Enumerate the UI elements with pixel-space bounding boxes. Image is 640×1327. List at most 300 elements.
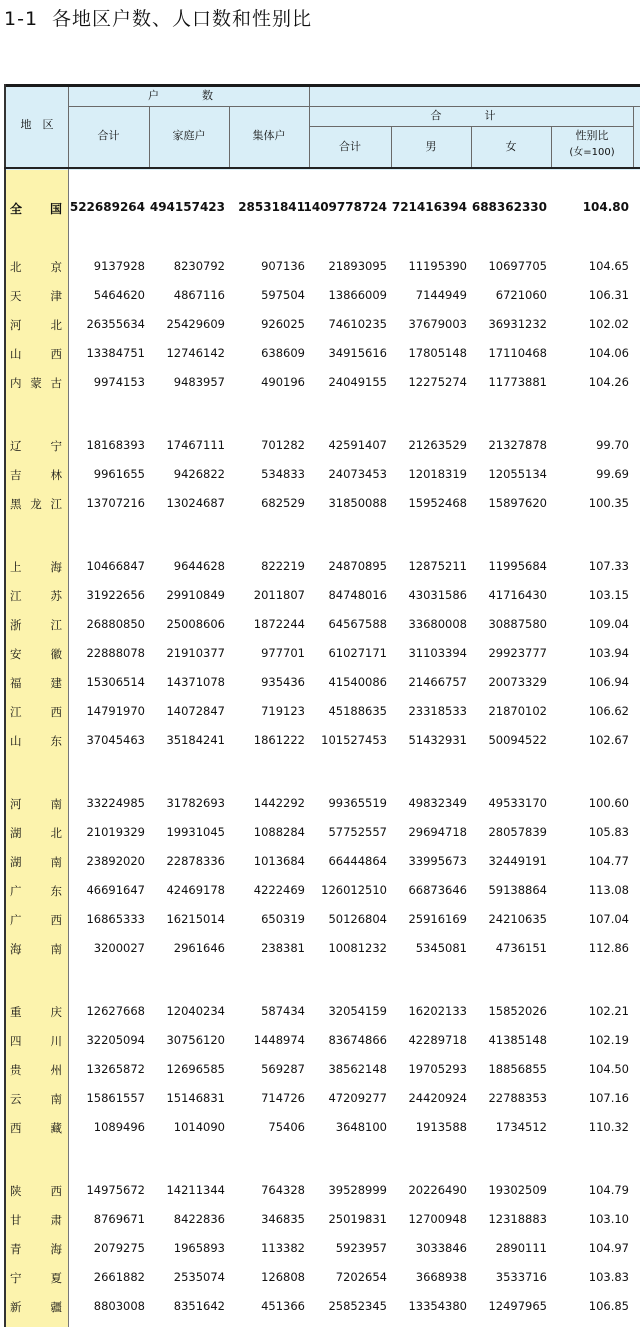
cell-sex-ratio: 99.70 — [596, 438, 629, 452]
cell-hh-collective: 1448974 — [253, 1033, 305, 1047]
cell-pop-total: 64567588 — [328, 617, 387, 631]
cell-hh-collective: 113382 — [261, 1241, 305, 1255]
cell-hh-family: 14211344 — [166, 1183, 225, 1197]
cell-female: 15897620 — [488, 496, 547, 510]
cell-sex-ratio: 100.35 — [588, 496, 629, 510]
region-name: 全 国 — [10, 202, 62, 216]
cell-sex-ratio: 104.50 — [588, 1062, 629, 1076]
cell-sex-ratio: 106.94 — [588, 675, 629, 689]
region-name: 辽 宁 — [10, 439, 62, 453]
cell-male: 23318533 — [408, 704, 467, 718]
cell-female: 12497965 — [488, 1299, 547, 1313]
cell-female: 11773881 — [488, 375, 547, 389]
table-row — [4, 1086, 640, 1111]
cell-hh-family: 9644628 — [173, 559, 225, 573]
cell-male: 12700948 — [408, 1212, 467, 1226]
region-name: 甘 肃 — [10, 1213, 62, 1227]
region-name: 黑龙江 — [10, 497, 62, 511]
cell-male: 17805148 — [408, 346, 467, 360]
region-name: 四 川 — [10, 1034, 62, 1048]
cell-pop-total: 24073453 — [328, 467, 387, 481]
cell-pop-total: 74610235 — [328, 317, 387, 331]
cell-sex-ratio: 104.80 — [582, 200, 629, 214]
cell-pop-total: 34915616 — [328, 346, 387, 360]
cell-hh-family: 16215014 — [166, 912, 225, 926]
cell-female: 32449191 — [488, 854, 547, 868]
cell-sex-ratio: 107.33 — [588, 559, 629, 573]
cell-hh-family: 14371078 — [166, 675, 225, 689]
cell-pop-total: 7202654 — [335, 1270, 387, 1284]
table-row — [4, 936, 640, 961]
cell-sex-ratio: 107.04 — [588, 912, 629, 926]
cell-pop-total: 41540086 — [328, 675, 387, 689]
cell-pop-total: 31850088 — [328, 496, 387, 510]
cell-pop-total: 38562148 — [328, 1062, 387, 1076]
table-row — [4, 878, 640, 903]
cell-hh-total: 33224985 — [86, 796, 145, 810]
cell-hh-family: 9483957 — [173, 375, 225, 389]
cell-pop-total: 83674866 — [328, 1033, 387, 1047]
cell-female: 20073329 — [488, 675, 547, 689]
cell-hh-total: 8769671 — [93, 1212, 145, 1226]
cell-female: 2890111 — [495, 1241, 547, 1255]
cell-sex-ratio: 112.86 — [588, 941, 629, 955]
cell-hh-family: 2961646 — [173, 941, 225, 955]
cell-pop-total: 3648100 — [335, 1120, 387, 1134]
cell-hh-family: 35184241 — [166, 733, 225, 747]
cell-hh-family: 25429609 — [166, 317, 225, 331]
cell-hh-collective: 534833 — [261, 467, 305, 481]
cell-hh-collective: 764328 — [261, 1183, 305, 1197]
cell-hh-family: 15146831 — [166, 1091, 225, 1105]
table-row — [4, 462, 640, 487]
region-name: 青 海 — [10, 1242, 62, 1256]
cell-hh-total: 13384751 — [86, 346, 145, 360]
cell-hh-total: 23892020 — [86, 854, 145, 868]
table-row — [4, 1057, 640, 1082]
cell-hh-total: 10466847 — [86, 559, 145, 573]
region-name: 安 徽 — [10, 647, 62, 661]
cell-pop-total: 32054159 — [328, 1004, 387, 1018]
cell-male: 43031586 — [408, 588, 467, 602]
cell-male: 33680008 — [408, 617, 467, 631]
cell-female: 41385148 — [488, 1033, 547, 1047]
cell-pop-total: 101527453 — [321, 733, 387, 747]
cell-hh-collective: 1013684 — [253, 854, 305, 868]
table-row — [4, 195, 640, 220]
table-row — [4, 491, 640, 516]
cell-male: 24420924 — [408, 1091, 467, 1105]
cell-hh-collective: 1872244 — [253, 617, 305, 631]
cell-hh-family: 4867116 — [173, 288, 225, 302]
cell-sex-ratio: 103.94 — [588, 646, 629, 660]
table-number: 1-1 — [4, 8, 39, 30]
cell-male: 7144949 — [415, 288, 467, 302]
cell-pop-total: 126012510 — [321, 883, 387, 897]
cell-hh-family: 21910377 — [166, 646, 225, 660]
cell-sex-ratio: 102.67 — [588, 733, 629, 747]
cell-sex-ratio: 106.62 — [588, 704, 629, 718]
cell-hh-family: 8422836 — [173, 1212, 225, 1226]
cell-hh-family: 8351642 — [173, 1299, 225, 1313]
table-row — [4, 283, 640, 308]
cell-male: 11195390 — [408, 259, 467, 273]
cell-male: 20226490 — [408, 1183, 467, 1197]
region-name: 广 东 — [10, 884, 62, 898]
header-hh-collective: 集体户 — [252, 129, 286, 142]
cell-pop-total: 66444864 — [328, 854, 387, 868]
cell-pop-total: 1409778724 — [303, 200, 387, 214]
cell-sex-ratio: 104.97 — [588, 1241, 629, 1255]
table-row — [4, 433, 640, 458]
cell-hh-collective: 714726 — [261, 1091, 305, 1105]
cell-hh-collective: 1088284 — [253, 825, 305, 839]
region-name: 新 疆 — [10, 1300, 62, 1314]
cell-male: 3033846 — [415, 1241, 467, 1255]
cell-hh-family: 19931045 — [166, 825, 225, 839]
cell-sex-ratio: 113.08 — [588, 883, 629, 897]
cell-hh-collective: 4222469 — [253, 883, 305, 897]
header-male: 男 — [425, 140, 437, 153]
cell-hh-family: 12040234 — [166, 1004, 225, 1018]
table-row — [4, 1178, 640, 1203]
cell-hh-collective: 926025 — [261, 317, 305, 331]
cell-hh-total: 21019329 — [86, 825, 145, 839]
cell-hh-total: 14975672 — [86, 1183, 145, 1197]
cell-male: 21466757 — [408, 675, 467, 689]
cell-sex-ratio: 102.02 — [588, 317, 629, 331]
cell-hh-family: 9426822 — [173, 467, 225, 481]
cell-male: 21263529 — [408, 438, 467, 452]
cell-hh-family: 14072847 — [166, 704, 225, 718]
cell-hh-family: 22878336 — [166, 854, 225, 868]
cell-sex-ratio: 104.65 — [588, 259, 629, 273]
cell-pop-total: 10081232 — [328, 941, 387, 955]
cell-hh-family: 29910849 — [166, 588, 225, 602]
cell-male: 5345081 — [415, 941, 467, 955]
cell-sex-ratio: 103.10 — [588, 1212, 629, 1226]
cell-hh-total: 15861557 — [86, 1091, 145, 1105]
cell-sex-ratio: 103.15 — [588, 588, 629, 602]
table-row — [4, 254, 640, 279]
cell-male: 12875211 — [408, 559, 467, 573]
cell-sex-ratio: 100.60 — [588, 796, 629, 810]
cell-hh-family: 1014090 — [173, 1120, 225, 1134]
cell-female: 36931232 — [488, 317, 547, 331]
region-name: 福 建 — [10, 676, 62, 690]
cell-hh-total: 9974153 — [93, 375, 145, 389]
header-sex-ratio: 性别比 — [575, 129, 609, 142]
table-row — [4, 1294, 640, 1319]
region-name: 内蒙古 — [10, 376, 62, 390]
cell-hh-total: 522689264 — [69, 200, 145, 214]
table-row — [4, 612, 640, 637]
cell-hh-collective: 822219 — [261, 559, 305, 573]
cell-pop-total: 25019831 — [328, 1212, 387, 1226]
cell-hh-collective: 587434 — [261, 1004, 305, 1018]
cell-female: 29923777 — [488, 646, 547, 660]
cell-pop-total: 45188635 — [328, 704, 387, 718]
cell-male: 42289718 — [408, 1033, 467, 1047]
cell-hh-family: 13024687 — [166, 496, 225, 510]
header-households-group: 户 数 — [148, 89, 229, 102]
cell-pop-total: 21893095 — [328, 259, 387, 273]
table-row — [4, 312, 640, 337]
cell-female: 688362330 — [471, 200, 547, 214]
region-name: 西 藏 — [10, 1121, 62, 1135]
cell-male: 31103394 — [408, 646, 467, 660]
cell-female: 12318883 — [488, 1212, 547, 1226]
table-row — [4, 849, 640, 874]
region-name: 山 西 — [10, 347, 62, 361]
cell-female: 4736151 — [495, 941, 547, 955]
region-name: 山 东 — [10, 734, 62, 748]
cell-female: 6721060 — [495, 288, 547, 302]
cell-sex-ratio: 106.31 — [588, 288, 629, 302]
cell-male: 13354380 — [408, 1299, 467, 1313]
cell-female: 28057839 — [488, 825, 547, 839]
cell-hh-total: 8803008 — [93, 1299, 145, 1313]
cell-hh-collective: 126808 — [261, 1270, 305, 1284]
cell-hh-total: 46691647 — [86, 883, 145, 897]
cell-hh-collective: 569287 — [261, 1062, 305, 1076]
cell-pop-total: 57752557 — [328, 825, 387, 839]
cell-sex-ratio: 102.19 — [588, 1033, 629, 1047]
cell-hh-total: 9961655 — [93, 467, 145, 481]
table-row — [4, 820, 640, 845]
table-row — [4, 1028, 640, 1053]
cell-hh-collective: 977701 — [261, 646, 305, 660]
cell-hh-collective: 719123 — [261, 704, 305, 718]
cell-hh-total: 15306514 — [86, 675, 145, 689]
cell-hh-family: 1965893 — [173, 1241, 225, 1255]
region-name: 吉 林 — [10, 468, 62, 482]
table-row — [4, 699, 640, 724]
cell-hh-total: 2079275 — [93, 1241, 145, 1255]
cell-sex-ratio: 110.32 — [588, 1120, 629, 1134]
header-hh-total: 合计 — [97, 129, 120, 142]
region-name: 浙 江 — [10, 618, 62, 632]
region-name: 海 南 — [10, 942, 62, 956]
cell-female: 24210635 — [488, 912, 547, 926]
cell-hh-collective: 2011807 — [253, 588, 305, 602]
table-row — [4, 1115, 640, 1140]
cell-hh-family: 12696585 — [166, 1062, 225, 1076]
cell-hh-total: 3200027 — [93, 941, 145, 955]
cell-hh-total: 12627668 — [86, 1004, 145, 1018]
table-row — [4, 554, 640, 579]
region-name: 湖 南 — [10, 855, 62, 869]
cell-female: 49533170 — [488, 796, 547, 810]
header-sex-ratio-note: (女=100) — [569, 147, 615, 158]
region-name: 河 南 — [10, 797, 62, 811]
cell-pop-total: 42591407 — [328, 438, 387, 452]
header-female: 女 — [505, 140, 517, 153]
cell-hh-collective: 238381 — [261, 941, 305, 955]
region-name: 上 海 — [10, 560, 62, 574]
cell-male: 33995673 — [408, 854, 467, 868]
table-title — [4, 4, 312, 31]
region-name: 北 京 — [10, 260, 62, 274]
cell-hh-collective: 638609 — [261, 346, 305, 360]
cell-hh-collective: 597504 — [261, 288, 305, 302]
region-name: 广 西 — [10, 913, 62, 927]
data-table — [4, 84, 640, 1327]
cell-hh-collective: 28531841 — [238, 200, 305, 214]
cell-male: 51432931 — [408, 733, 467, 747]
cell-pop-total: 13866009 — [328, 288, 387, 302]
region-name: 河 北 — [10, 318, 62, 332]
cell-sex-ratio: 104.79 — [588, 1183, 629, 1197]
cell-female: 17110468 — [488, 346, 547, 360]
cell-male: 16202133 — [408, 1004, 467, 1018]
cell-female: 22788353 — [488, 1091, 547, 1105]
cell-sex-ratio: 107.16 — [588, 1091, 629, 1105]
cell-sex-ratio: 106.85 — [588, 1299, 629, 1313]
cell-hh-collective: 650319 — [261, 912, 305, 926]
header-region: 地 区 — [20, 118, 54, 131]
cell-pop-total: 25852345 — [328, 1299, 387, 1313]
region-name: 重 庆 — [10, 1005, 62, 1019]
cell-hh-total: 13265872 — [86, 1062, 145, 1076]
header-population-group: 合 计 — [430, 109, 512, 122]
cell-pop-total: 84748016 — [328, 588, 387, 602]
cell-pop-total: 24049155 — [328, 375, 387, 389]
cell-male: 49832349 — [408, 796, 467, 810]
cell-hh-family: 30756120 — [166, 1033, 225, 1047]
cell-pop-total: 99365519 — [328, 796, 387, 810]
cell-hh-collective: 1861222 — [253, 733, 305, 747]
cell-sex-ratio: 104.77 — [588, 854, 629, 868]
cell-hh-family: 12746142 — [166, 346, 225, 360]
cell-hh-total: 22888078 — [86, 646, 145, 660]
header-hh-family: 家庭户 — [172, 129, 206, 142]
cell-hh-total: 16865333 — [86, 912, 145, 926]
cell-male: 15952468 — [408, 496, 467, 510]
cell-male: 19705293 — [408, 1062, 467, 1076]
cell-female: 15852026 — [488, 1004, 547, 1018]
cell-sex-ratio: 104.06 — [588, 346, 629, 360]
cell-female: 12055134 — [488, 467, 547, 481]
cell-hh-family: 31782693 — [166, 796, 225, 810]
cell-sex-ratio: 104.26 — [588, 375, 629, 389]
cell-hh-collective: 682529 — [261, 496, 305, 510]
cell-hh-family: 42469178 — [166, 883, 225, 897]
table-row — [4, 1207, 640, 1232]
cell-female: 1734512 — [495, 1120, 547, 1134]
cell-female: 50094522 — [488, 733, 547, 747]
cell-male: 3668938 — [415, 1270, 467, 1284]
table-row — [4, 370, 640, 395]
cell-hh-total: 31922656 — [86, 588, 145, 602]
cell-male: 66873646 — [408, 883, 467, 897]
cell-hh-collective: 701282 — [261, 438, 305, 452]
cell-hh-total: 37045463 — [86, 733, 145, 747]
cell-hh-total: 32205094 — [86, 1033, 145, 1047]
cell-male: 25916169 — [408, 912, 467, 926]
cell-pop-total: 39528999 — [328, 1183, 387, 1197]
region-name: 湖 北 — [10, 826, 62, 840]
cell-hh-total: 14791970 — [86, 704, 145, 718]
cell-hh-family: 494157423 — [149, 200, 225, 214]
table-caption: 各地区户数、人口数和性别比 — [52, 8, 313, 30]
cell-female: 21327878 — [488, 438, 547, 452]
cell-female: 30887580 — [488, 617, 547, 631]
table-row — [4, 1265, 640, 1290]
cell-female: 59138864 — [488, 883, 547, 897]
cell-hh-total: 5464620 — [93, 288, 145, 302]
region-name: 江 苏 — [10, 589, 62, 603]
cell-hh-collective: 935436 — [261, 675, 305, 689]
region-name: 江 西 — [10, 705, 62, 719]
region-name: 贵 州 — [10, 1063, 62, 1077]
table-row — [4, 999, 640, 1024]
cell-sex-ratio: 103.83 — [588, 1270, 629, 1284]
cell-hh-total: 26880850 — [86, 617, 145, 631]
table-row — [4, 791, 640, 816]
cell-hh-family: 25008606 — [166, 617, 225, 631]
cell-female: 10697705 — [488, 259, 547, 273]
cell-female: 19302509 — [488, 1183, 547, 1197]
cell-hh-total: 1089496 — [93, 1120, 145, 1134]
cell-male: 12275274 — [408, 375, 467, 389]
cell-hh-collective: 490196 — [261, 375, 305, 389]
cell-hh-family: 17467111 — [166, 438, 225, 452]
cell-female: 18856855 — [488, 1062, 547, 1076]
cell-hh-total: 18168393 — [86, 438, 145, 452]
cell-hh-total: 13707216 — [86, 496, 145, 510]
cell-sex-ratio: 109.04 — [588, 617, 629, 631]
cell-hh-total: 9137928 — [93, 259, 145, 273]
cell-pop-total: 47209277 — [328, 1091, 387, 1105]
cell-pop-total: 61027171 — [328, 646, 387, 660]
cell-male: 1913588 — [415, 1120, 467, 1134]
cell-hh-total: 26355634 — [86, 317, 145, 331]
cell-hh-collective: 346835 — [261, 1212, 305, 1226]
table-row — [4, 341, 640, 366]
cell-hh-family: 8230792 — [173, 259, 225, 273]
region-name: 陕 西 — [10, 1184, 62, 1198]
cell-sex-ratio: 102.21 — [588, 1004, 629, 1018]
region-name: 云 南 — [10, 1092, 62, 1106]
cell-female: 11995684 — [488, 559, 547, 573]
table-row — [4, 907, 640, 932]
region-name: 宁 夏 — [10, 1271, 62, 1285]
cell-sex-ratio: 105.83 — [588, 825, 629, 839]
region-name: 天 津 — [10, 289, 62, 303]
cell-male: 37679003 — [408, 317, 467, 331]
cell-hh-collective: 907136 — [261, 259, 305, 273]
header-pop-total: 合计 — [339, 140, 361, 153]
table-row — [4, 728, 640, 753]
cell-male: 29694718 — [408, 825, 467, 839]
table-row — [4, 641, 640, 666]
cell-pop-total: 24870895 — [328, 559, 387, 573]
cell-female: 21870102 — [488, 704, 547, 718]
cell-male: 12018319 — [408, 467, 467, 481]
cell-pop-total: 50126804 — [328, 912, 387, 926]
cell-hh-family: 2535074 — [173, 1270, 225, 1284]
cell-hh-collective: 1442292 — [253, 796, 305, 810]
cell-hh-collective: 75406 — [268, 1120, 305, 1134]
table-row — [4, 670, 640, 695]
cell-male: 721416394 — [391, 200, 467, 214]
table-row — [4, 1236, 640, 1261]
table-row — [4, 583, 640, 608]
cell-female: 41716430 — [488, 588, 547, 602]
cell-hh-collective: 451366 — [261, 1299, 305, 1313]
cell-female: 3533716 — [495, 1270, 547, 1284]
